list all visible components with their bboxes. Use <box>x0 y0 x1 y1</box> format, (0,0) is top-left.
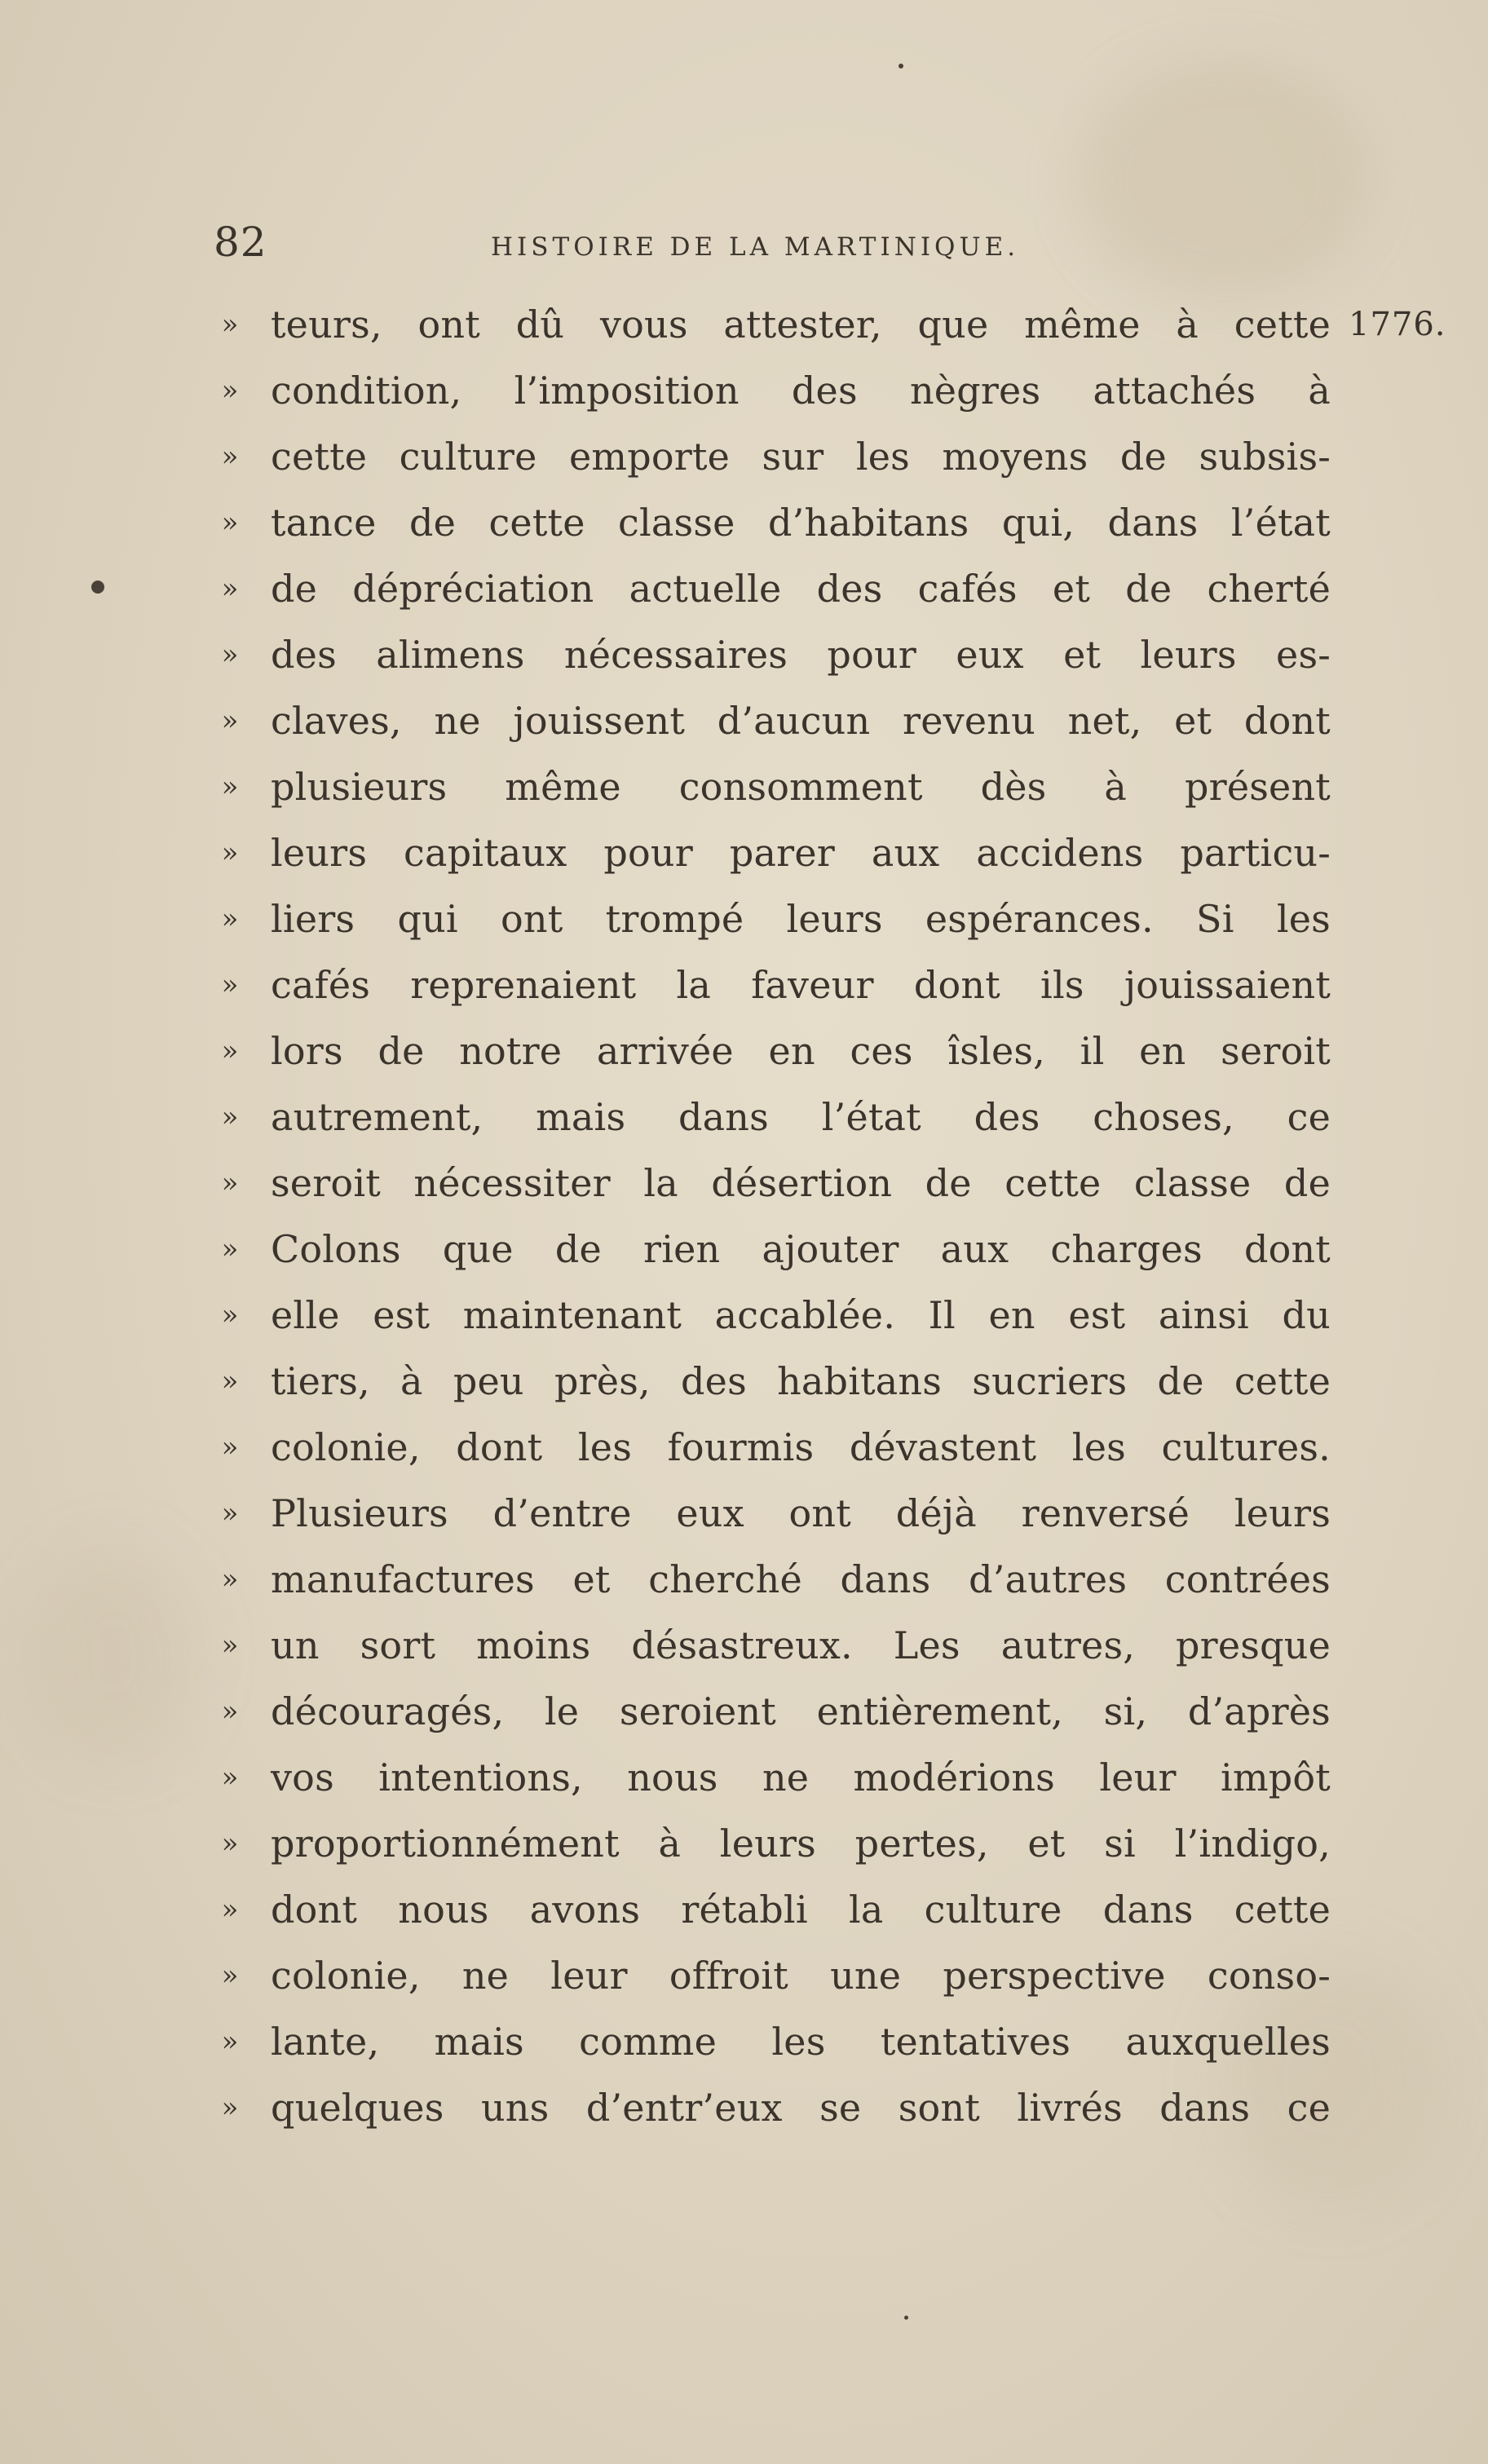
body-text <box>214 292 1331 2141</box>
quotation-mark: » <box>221 506 239 539</box>
line-text: Plusieurs d’entre eux ont déjà renversé leurs <box>271 1491 1331 1535</box>
line-text: lors de notre arrivée en ces îsles, il en seroit <box>271 1029 1331 1073</box>
text-line <box>214 556 1331 622</box>
paper-stain <box>33 1549 196 1761</box>
line-text: vos intentions, nous ne modérions leur impôt <box>271 1755 1331 1799</box>
ink-speck <box>899 64 903 68</box>
ink-speck <box>91 581 104 594</box>
text-line <box>214 952 1331 1018</box>
text-line <box>214 1745 1331 1811</box>
line-text: plusieurs même consomment dès à présent <box>271 765 1331 809</box>
page-header <box>214 214 1331 271</box>
quotation-mark: » <box>221 2091 239 2124</box>
line-text: découragés, le seroient entièrement, si, d’après <box>271 1689 1331 1733</box>
text-line <box>214 820 1331 886</box>
quotation-mark: » <box>221 1431 239 1464</box>
line-text: tance de cette classe d’habitans qui, dans l’état <box>271 501 1331 545</box>
quotation-mark: » <box>221 1959 239 1992</box>
text-line <box>214 886 1331 952</box>
text-line <box>214 292 1331 358</box>
quotation-mark: » <box>221 1233 239 1265</box>
quotation-mark: » <box>221 1101 239 1133</box>
quotation-mark: » <box>221 440 239 473</box>
line-text: condition, l’imposition des nègres attachés à <box>271 369 1331 413</box>
quotation-mark: » <box>221 771 239 803</box>
quotation-mark: » <box>221 1893 239 1926</box>
quotation-mark: » <box>221 374 239 407</box>
running-head: HISTOIRE DE LA MARTINIQUE. <box>491 232 1020 262</box>
quotation-mark: » <box>221 1365 239 1398</box>
line-text: un sort moins désastreux. Les autres, presque <box>271 1623 1331 1667</box>
text-line <box>214 622 1331 688</box>
text-line <box>214 490 1331 556</box>
text-line <box>214 1349 1331 1415</box>
line-text: colonie, dont les fourmis dévastent les cultures. <box>271 1425 1331 1469</box>
text-line <box>214 1217 1331 1283</box>
quotation-mark: » <box>221 1761 239 1794</box>
text-line <box>214 1943 1331 2009</box>
line-text: cafés reprenaient la faveur dont ils jouissaient <box>271 963 1331 1007</box>
text-line <box>214 1613 1331 1679</box>
quotation-mark: » <box>221 2025 239 2058</box>
line-text: colonie, ne leur offroit une perspective conso- <box>271 1954 1331 1998</box>
ink-speck <box>904 2316 908 2320</box>
line-text: tiers, à peu près, des habitans sucriers de cette <box>271 1359 1331 1403</box>
text-line <box>214 1547 1331 1613</box>
quotation-mark: » <box>221 1497 239 1530</box>
text-line <box>214 2075 1331 2141</box>
quotation-mark: » <box>221 572 239 605</box>
quotation-mark: » <box>221 1695 239 1728</box>
quotation-mark: » <box>221 638 239 671</box>
text-line <box>214 1481 1331 1547</box>
quotation-mark: » <box>221 1167 239 1199</box>
line-text: manufactures et cherché dans d’autres contrées <box>271 1557 1331 1601</box>
quotation-mark: » <box>221 903 239 935</box>
line-text: autrement, mais dans l’état des choses, ce <box>271 1095 1331 1139</box>
quotation-mark: » <box>221 1827 239 1860</box>
quotation-mark: » <box>221 1629 239 1662</box>
text-line <box>214 688 1331 754</box>
text-line <box>214 1084 1331 1150</box>
quotation-mark: » <box>221 704 239 737</box>
line-text: de dépréciation actuelle des cafés et de cherté <box>271 567 1331 611</box>
text-line <box>214 358 1331 424</box>
text-line <box>214 1283 1331 1349</box>
line-text: seroit nécessiter la désertion de cette classe de <box>271 1161 1331 1205</box>
line-text: Colons que de rien ajouter aux charges dont <box>271 1227 1331 1271</box>
line-text: proportionnément à leurs pertes, et si l’indigo, <box>271 1822 1331 1866</box>
text-line <box>214 1877 1331 1943</box>
line-text: claves, ne jouissent d’aucun revenu net, et dont <box>271 699 1331 743</box>
margin-year-note: 1776. <box>1349 306 1446 343</box>
text-line <box>214 1811 1331 1877</box>
quotation-mark: » <box>221 1035 239 1067</box>
text-line <box>214 1018 1331 1084</box>
quotation-mark: » <box>221 837 239 869</box>
text-line <box>214 424 1331 490</box>
text-line <box>214 1415 1331 1481</box>
quotation-mark: » <box>221 1299 239 1331</box>
line-text: elle est maintenant accablée. Il en est ainsi du <box>271 1293 1331 1337</box>
quotation-mark: » <box>221 1563 239 1596</box>
text-line <box>214 1150 1331 1217</box>
line-text: liers qui ont trompé leurs espérances. Si les <box>271 897 1331 941</box>
line-text: dont nous avons rétabli la culture dans cette <box>271 1888 1331 1932</box>
line-text: teurs, ont dû vous attester, que même à cette <box>271 302 1331 347</box>
text-line <box>214 1679 1331 1745</box>
line-text: leurs capitaux pour parer aux accidens particu- <box>271 831 1331 875</box>
line-text: quelques uns d’entr’eux se sont livrés dans ce <box>271 2086 1331 2130</box>
quotation-mark: » <box>221 308 239 341</box>
page-number: 82 <box>214 219 267 266</box>
line-text: cette culture emporte sur les moyens de subsis- <box>271 435 1331 479</box>
line-text: des alimens nécessaires pour eux et leurs es- <box>271 633 1331 677</box>
text-line <box>214 2009 1331 2075</box>
quotation-mark: » <box>221 969 239 1001</box>
line-text: lante, mais comme les tentatives auxquelles <box>271 2020 1331 2064</box>
text-line <box>214 754 1331 820</box>
